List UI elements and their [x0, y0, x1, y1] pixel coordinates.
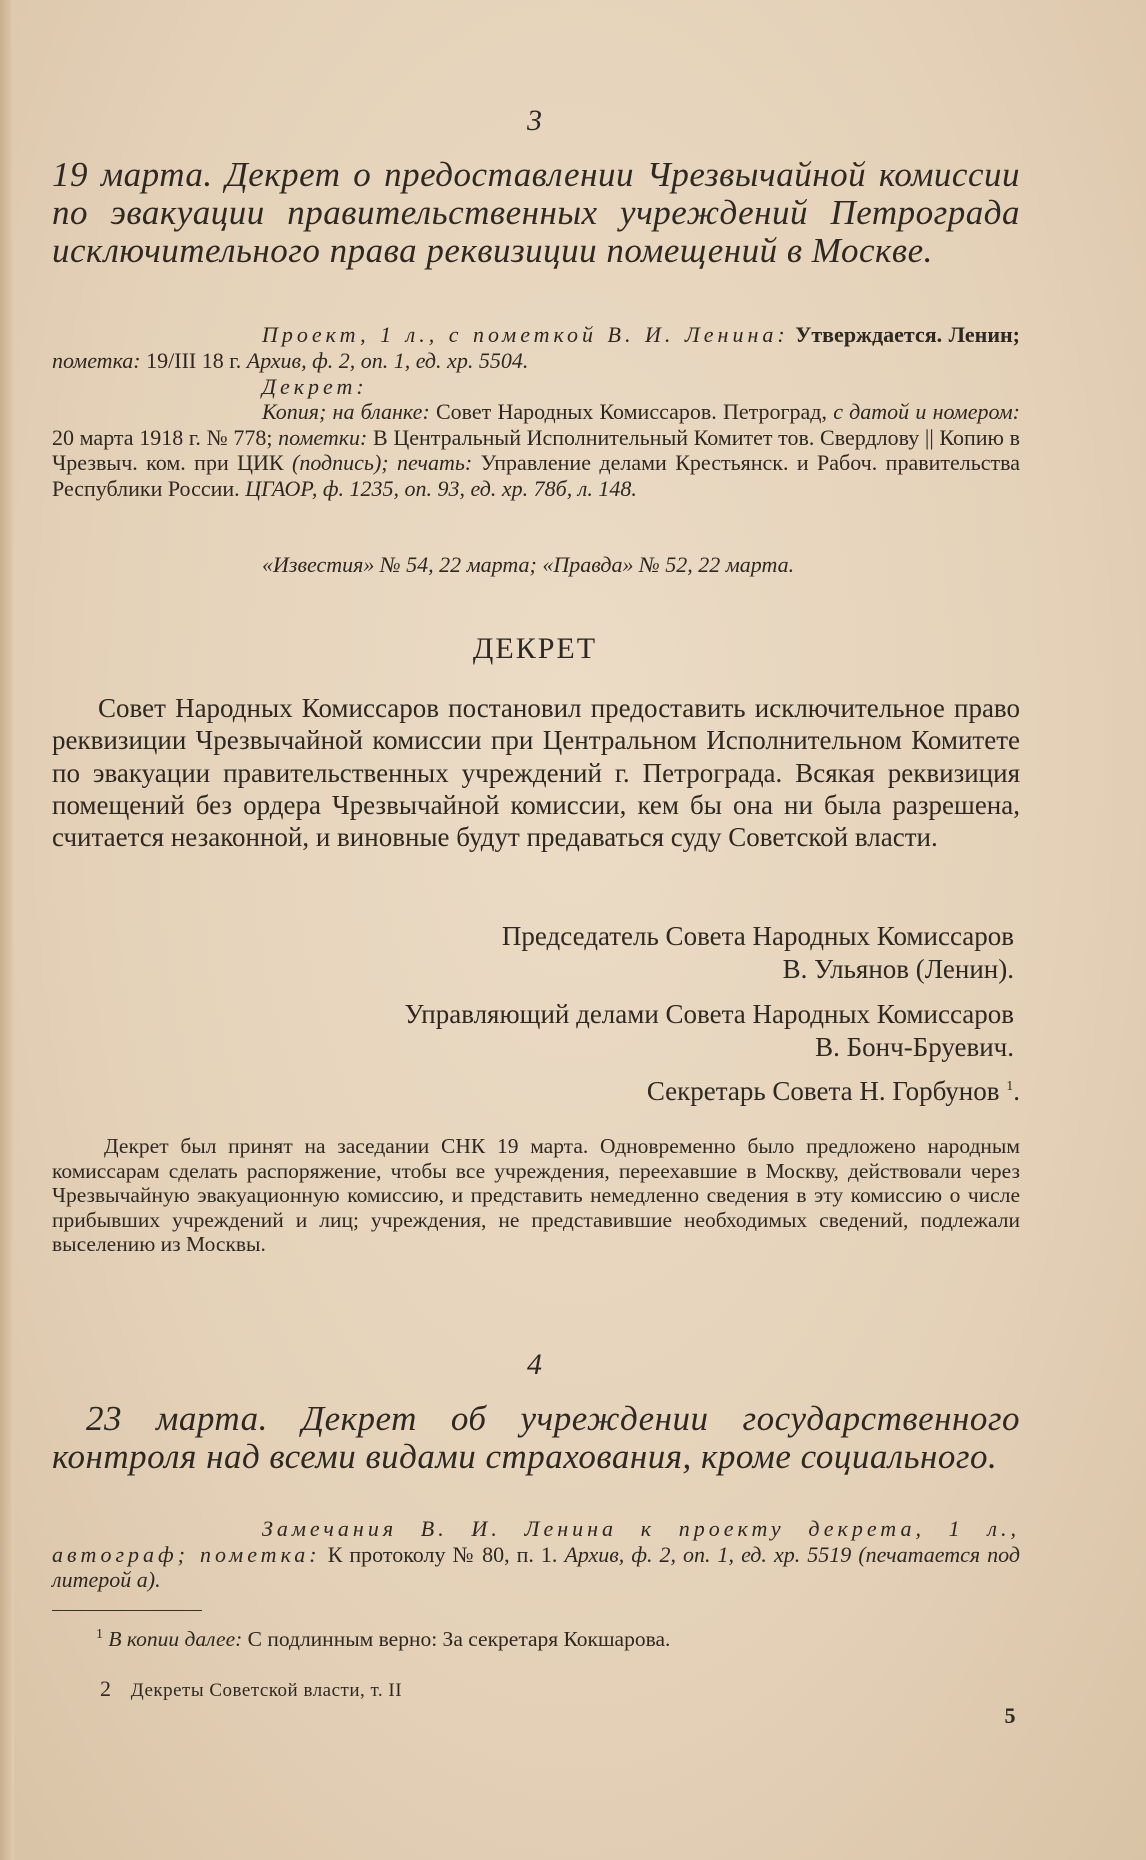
project-label: Проект, 1 л., с пометкой В. И. Ленина:: [262, 322, 789, 347]
footnote: [96, 1626, 1020, 1652]
section-4-source-label: Замечания В. И. Ленина к проекту декрета, 1 л., автограф; пометка:: [52, 1516, 1020, 1567]
decree-text: Совет Народных Комиссаров постановил предоставить исключительное право реквизиции Чрезвычайной комиссии при Центральном Исполнительном Комитете по эвакуации правительственных учреждений г. Петрограда. Всякая реквизиция помещений без ордера Чрезвычайной комиссии, кем бы она ни была разрешена, считается незаконной, и виновные будут предаваться суду Советской власти.: [52, 693, 1020, 853]
section-4-source: [52, 1516, 1020, 1593]
copy-blank: Совет Народных Комиссаров. Петроград,: [435, 399, 827, 424]
secretary-signature: Секретарь Совета Н. Горбунов $^1$.: [646, 1076, 1020, 1106]
decree-source-label: [262, 374, 1020, 400]
section-number-3: 3: [527, 104, 543, 137]
copy-date: 20 марта 1918 г. № 778;: [52, 424, 273, 450]
page-edge: [0, 0, 14, 1860]
section-number-4: 4: [527, 1348, 543, 1381]
sheet-title: Декреты Советской власти, т. II: [130, 1680, 403, 1701]
copy-seal: Управление делами Крестьянск. и Рабоч. правительства Республики России.: [52, 450, 1020, 501]
section-4-heading: 23 марта. Декрет об учреждении государственного контроля над всеми видами страхования, кроме социального.: [52, 1399, 1020, 1476]
section-4-source-mark: К протоколу № 80, п. 1.: [327, 1541, 558, 1567]
copy-seal-label: печать:: [397, 450, 473, 475]
page-number: 5: [1004, 1703, 1016, 1728]
copy-signature-label: (подпись);: [292, 450, 389, 475]
publication-reference: «Известия» № 54, 22 марта; «Правда» № 52, 22 марта.: [262, 552, 795, 577]
mark-value: 19/III 18 г.: [146, 347, 242, 373]
secretary-text: Секретарь Совета Н. Горбунов: [646, 1076, 1000, 1106]
copy-date-label: с датой и номером:: [833, 399, 1020, 424]
decree-editorial-note: Декрет был принят на заседании СНК 19 марта. Одновременно было предложено народным комиссарам сделать распоряжение, чтобы все учреждения, переехавшие в Москву, действовали через Чрезвычайную эвакуационную комиссию, и представить немедленно сведения в эту комиссию о числе прибывших учреждений и лиц; учреждения, не представившие необходимых сведений, подлежали выселению из Москвы.: [52, 1134, 1020, 1257]
manager-name: В. Бонч-Бруевич.: [815, 1032, 1014, 1062]
chairman-signature: [52, 920, 1014, 986]
decree-label: Декрет:: [262, 374, 368, 399]
manager-title: Управляющий делами Совета Народных Комиссаров: [404, 999, 1014, 1029]
footnote-divider: [52, 1610, 202, 1611]
footnote-text: С подлинным верно: За секретаря Кокшарова.: [247, 1627, 671, 1651]
decree-title: ДЕКРЕТ: [472, 632, 598, 665]
footnote-label: В копии далее:: [108, 1627, 243, 1651]
copy-label: Копия; на бланке:: [262, 399, 430, 424]
approval-text: Утверждается. Ленин;: [795, 322, 1021, 347]
copy-marks-label: пометки:: [278, 424, 368, 450]
manager-signature: [52, 998, 1014, 1064]
copy-marks: В Центральный Исполнительный Комитет тов. Свердлову || Копию в Чрезвыч. ком. при ЦИК: [52, 424, 1021, 475]
footnote-ref[interactable]: 1: [1006, 1079, 1014, 1094]
section-3-source-project: [52, 322, 1020, 373]
sheet-number: 2: [100, 1676, 112, 1701]
archive-ref: Архив, ф. 2, оп. 1, ед. хр. 5504.: [246, 347, 529, 373]
chairman-title: Председатель Совета Народных Комиссаров: [501, 921, 1014, 951]
copy-archive: ЦГАОР, ф. 1235, оп. 93, ед. хр. 78б, л. 148.: [245, 475, 637, 501]
section-3-heading: 19 марта. Декрет о предоставлении Чрезвычайной комиссии по эвакуации правительственных учреждений Петрограда исключительного права реквизиции помещений в Москве.: [52, 155, 1020, 270]
mark-label: пометка:: [52, 347, 141, 373]
sheet-signature: [100, 1676, 800, 1702]
section-3-copy-description: [52, 399, 1020, 501]
section-4-archive: Архив, ф. 2, оп. 1, ед. хр. 5519 (печатается под литерой а).: [52, 1541, 1020, 1592]
footnote-marker: 1: [96, 1626, 103, 1642]
chairman-name: В. Ульянов (Ленин).: [782, 954, 1014, 984]
